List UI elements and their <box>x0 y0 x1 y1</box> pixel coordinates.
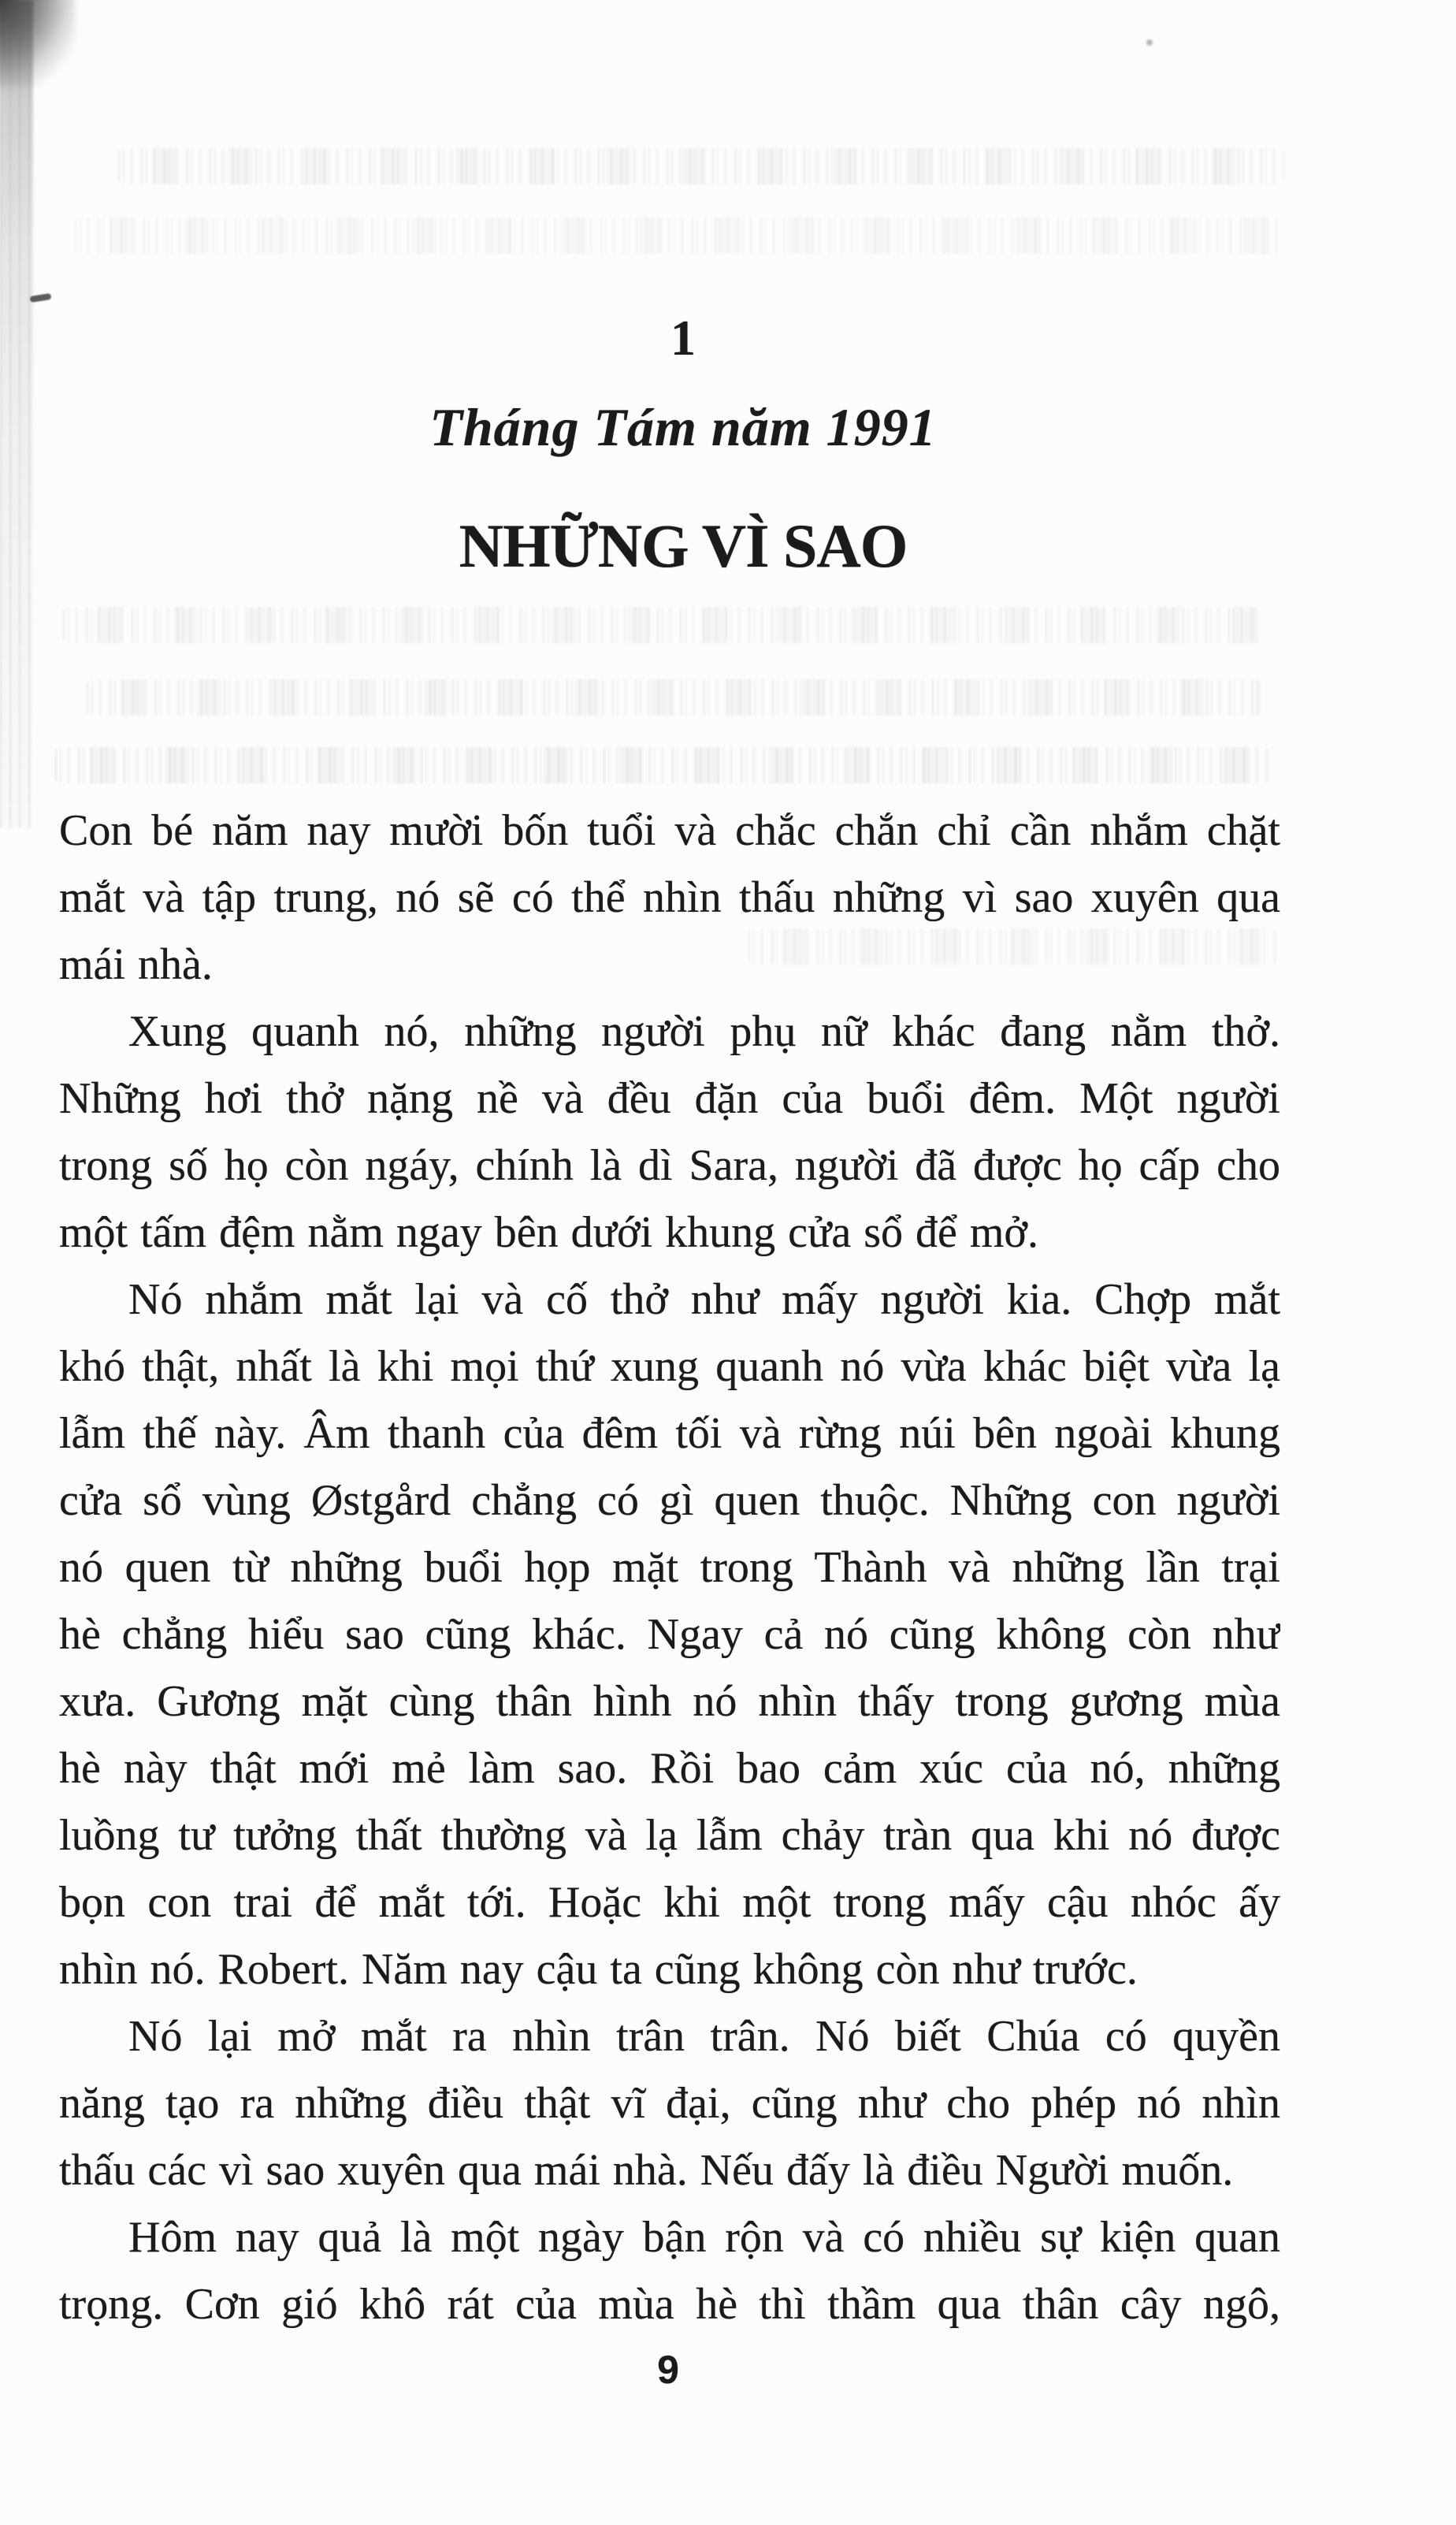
chapter-number: 1 <box>670 310 696 366</box>
body-line: một tấm đệm nằm ngay bên dưới khung cửa sổ để mở. <box>59 1208 1039 1257</box>
paragraph <box>59 998 1280 1266</box>
body-line: nó quen từ những buổi họp mặt trong Thành và những lần trại <box>59 1543 1280 1592</box>
body-line: hè này thật mới mẻ làm sao. Rồi bao cảm xúc của nó, những <box>59 1744 1280 1793</box>
body-line: nhìn nó. Robert. Năm nay cậu ta cũng không còn như trước. <box>59 1945 1138 1994</box>
paragraph <box>59 1266 1280 2003</box>
body-line: xưa. Gương mặt cùng thân hình nó nhìn thấy trong gương mùa <box>59 1677 1280 1726</box>
paragraph <box>59 2003 1280 2204</box>
body-line: Xung quanh nó, những người phụ nữ khác đang nằm thở. <box>128 1007 1280 1056</box>
body-line: hè chẳng hiểu sao cũng khác. Ngay cả nó cũng không còn như <box>59 1610 1280 1659</box>
page-number: 9 <box>657 2348 679 2392</box>
body-line: trong số họ còn ngáy, chính là dì Sara, người đã được họ cấp cho <box>59 1141 1280 1190</box>
body-text <box>59 798 1280 2338</box>
body-line: mắt và tập trung, nó sẽ có thể nhìn thấu những vì sao xuyên qua <box>59 873 1280 922</box>
body-line: trọng. Cơn gió khô rát của mùa hè thì thầm qua thân cây ngô, <box>59 2280 1280 2329</box>
paragraph <box>59 2204 1280 2338</box>
body-line: Nó nhắm mắt lại và cố thở như mấy người kia. Chợp mắt <box>128 1275 1280 1324</box>
body-line: lẫm thế này. Âm thanh của đêm tối và rừng núi bên ngoài khung <box>59 1409 1280 1458</box>
body-line: Nó lại mở mắt ra nhìn trân trân. Nó biết Chúa có quyền <box>128 2012 1280 2061</box>
chapter-date-line: Tháng Tám năm 1991 <box>429 397 937 457</box>
scan-edge-shadow <box>0 0 33 827</box>
body-line: luồng tư tưởng thất thường và lạ lẫm chảy tràn qua khi nó được <box>59 1811 1280 1860</box>
chapter-title: NHỮNG VÌ SAO <box>459 511 908 580</box>
paragraph <box>59 798 1280 998</box>
body-line: khó thật, nhất là khi mọi thứ xung quanh nó vừa khác biệt vừa lạ <box>59 1342 1280 1391</box>
body-line: Những hơi thở nặng nề và đều đặn của buổi đêm. Một người <box>59 1074 1280 1123</box>
body-line: Hôm nay quả là một ngày bận rộn và có nhiều sự kiện quan <box>128 2213 1280 2262</box>
page-content <box>59 0 1280 2525</box>
body-line: năng tạo ra những điều thật vĩ đại, cũng như cho phép nó nhìn <box>59 2079 1280 2128</box>
body-line: bọn con trai để mắt tới. Hoặc khi một trong mấy cậu nhóc ấy <box>59 1878 1280 1927</box>
body-line: mái nhà. <box>59 940 213 989</box>
body-line: Con bé năm nay mười bốn tuổi và chắc chắn chỉ cần nhắm chặt <box>59 806 1280 855</box>
body-line: thấu các vì sao xuyên qua mái nhà. Nếu đấy là điều Người muốn. <box>59 2146 1234 2195</box>
body-line: cửa sổ vùng Østgård chẳng có gì quen thuộc. Những con người <box>59 1476 1280 1525</box>
